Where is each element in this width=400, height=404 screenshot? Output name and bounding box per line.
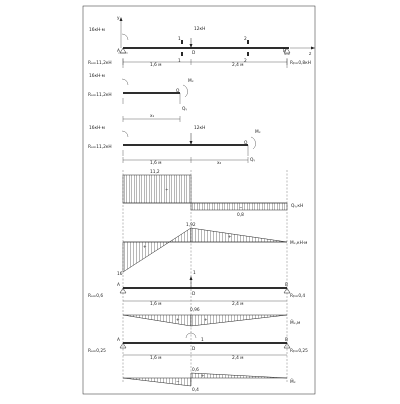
unit-reaction-a: Rₐ=0,6 (88, 294, 104, 299)
unit-moment-beam-scheme (88, 333, 308, 361)
bending-moment-diagram (117, 222, 307, 277)
section-1-label-bottom: 1 (178, 59, 181, 64)
cut-2-qy-label: Qᵧ (250, 158, 255, 163)
shear-positive-sign: + (165, 188, 169, 193)
moment-left-value: 16 (117, 272, 123, 277)
unit-beam2-span-right: 2,4 м (232, 356, 244, 361)
section-2-label: 2 (244, 37, 247, 42)
unit-moment-axis-label: M̄ₓ,м (290, 321, 301, 326)
unit-beam2-point-a: A (117, 338, 120, 343)
z-axis-arrow (311, 47, 315, 50)
moment-hatch (125, 228, 286, 271)
applied-moment-label: 16кН·м (89, 28, 105, 33)
y-axis-label: y (117, 16, 120, 21)
shear-negative-sign: − (239, 206, 243, 211)
unit-force-label: 1 (193, 271, 196, 276)
unit-moment-diagram (123, 307, 300, 326)
shear-negative-value: 0,8 (237, 213, 244, 218)
cut-1-scheme (88, 73, 194, 122)
shear-positive-area (123, 175, 191, 203)
cut-1-qy-label: Qᵧ (182, 107, 187, 112)
cut-1-x-label: x₁ (150, 114, 155, 119)
cut-2-moment-arc (122, 131, 128, 137)
cut-2-scheme (88, 125, 261, 166)
moment-axis-label: Mₓ,кН·м (290, 241, 308, 246)
unit-force-head (190, 276, 193, 280)
unit-reaction-b: Rᵦ=0,4 (290, 294, 306, 299)
unit-moment-diagram-2 (123, 367, 296, 393)
moment-outline (123, 228, 287, 272)
unit-moment2-outline (123, 373, 287, 386)
unit-moment2-hatch (125, 373, 286, 386)
unit-beam2-point-b: B (285, 338, 288, 343)
unit-span-left: 1,6 м (150, 302, 162, 307)
section-1-label: 1 (178, 37, 181, 42)
shear-axis-label: Qᵧ,кН (291, 204, 304, 209)
cut-1-moment-label: 16кН·м (89, 74, 105, 79)
cut-2-x-label: x₂ (217, 161, 222, 166)
span-left-label: 1,6 м (150, 63, 162, 68)
unit-moment-right-sign: + (204, 318, 208, 323)
cut-2-span-left: 1,6 м (150, 161, 162, 166)
unit-moment-peak-value: 0,96 (190, 308, 200, 313)
cut-2-o-label: O (244, 141, 248, 146)
unit-point-a: A (117, 283, 120, 288)
cut-2-force-label: 12кН (194, 126, 206, 131)
point-b-label: B (283, 49, 286, 54)
unit-point-b: B (285, 283, 288, 288)
cut-1-mx-arc (183, 85, 188, 97)
shear-force-diagram (123, 169, 303, 218)
unit-moment-left-sign: + (176, 318, 180, 323)
cut-2-mx-label: Mₓ (255, 130, 261, 135)
moment-peak-value: 1,92 (186, 223, 196, 228)
unit-moment2-axis-label: M̄ₓ (290, 380, 296, 385)
unit-beam2-span-left: 1,6 м (150, 356, 162, 361)
cut-1-moment-arc (122, 79, 128, 85)
applied-moment-arc (122, 34, 128, 40)
section-2-label-bottom: 2 (244, 59, 247, 64)
y-axis-arrow (120, 17, 123, 21)
cut-2-reaction-label: Rₐ=11,2кН (88, 145, 112, 150)
support-b-roller (288, 53, 290, 55)
cut-1-o-label: O (176, 89, 180, 94)
reaction-b-label: Rᵦ=0,8кН (290, 61, 311, 66)
unit-moment2-top-sign: + (201, 374, 205, 379)
shear-positive-value: 11,2 (150, 170, 160, 175)
unit-beam2-point-d: D (192, 347, 196, 352)
unit-moment2-top-value: 0,6 (192, 368, 199, 373)
unit-moment2-bottom-sign: − (176, 380, 180, 385)
applied-force-label: 12кН (194, 27, 206, 32)
moment-right-sign: + (228, 235, 232, 240)
unit-moment-label: 1 (201, 338, 204, 343)
cut-2-mx-arc (251, 137, 256, 149)
drawing-frame (83, 6, 315, 394)
reaction-a-label: Rₐ=11,2кН (88, 61, 112, 66)
shear-positive-hatch (124, 175, 189, 203)
unit-point-d: D (192, 292, 196, 297)
cut-1-reaction-label: Rₐ=11,2кН (88, 93, 112, 98)
cut-2-moment-label: 16кН·м (89, 126, 105, 131)
unit-beam2-reaction-a: Rₐ=0,25 (88, 349, 106, 354)
cut-1-mx-label: Mₓ (188, 79, 194, 84)
main-beam-scheme (88, 16, 315, 68)
point-a-label: A (117, 49, 120, 54)
unit-moment2-bottom-value: 0,4 (192, 388, 199, 393)
unit-beam2-reaction-b: Rᵦ=0,25 (290, 349, 308, 354)
unit-span-right: 2,4 м (232, 302, 244, 307)
z-axis-label: z (309, 52, 312, 57)
moment-left-sign: + (143, 245, 147, 250)
point-d-label: D (192, 51, 196, 56)
span-right-label: 2,4 м (232, 63, 244, 68)
